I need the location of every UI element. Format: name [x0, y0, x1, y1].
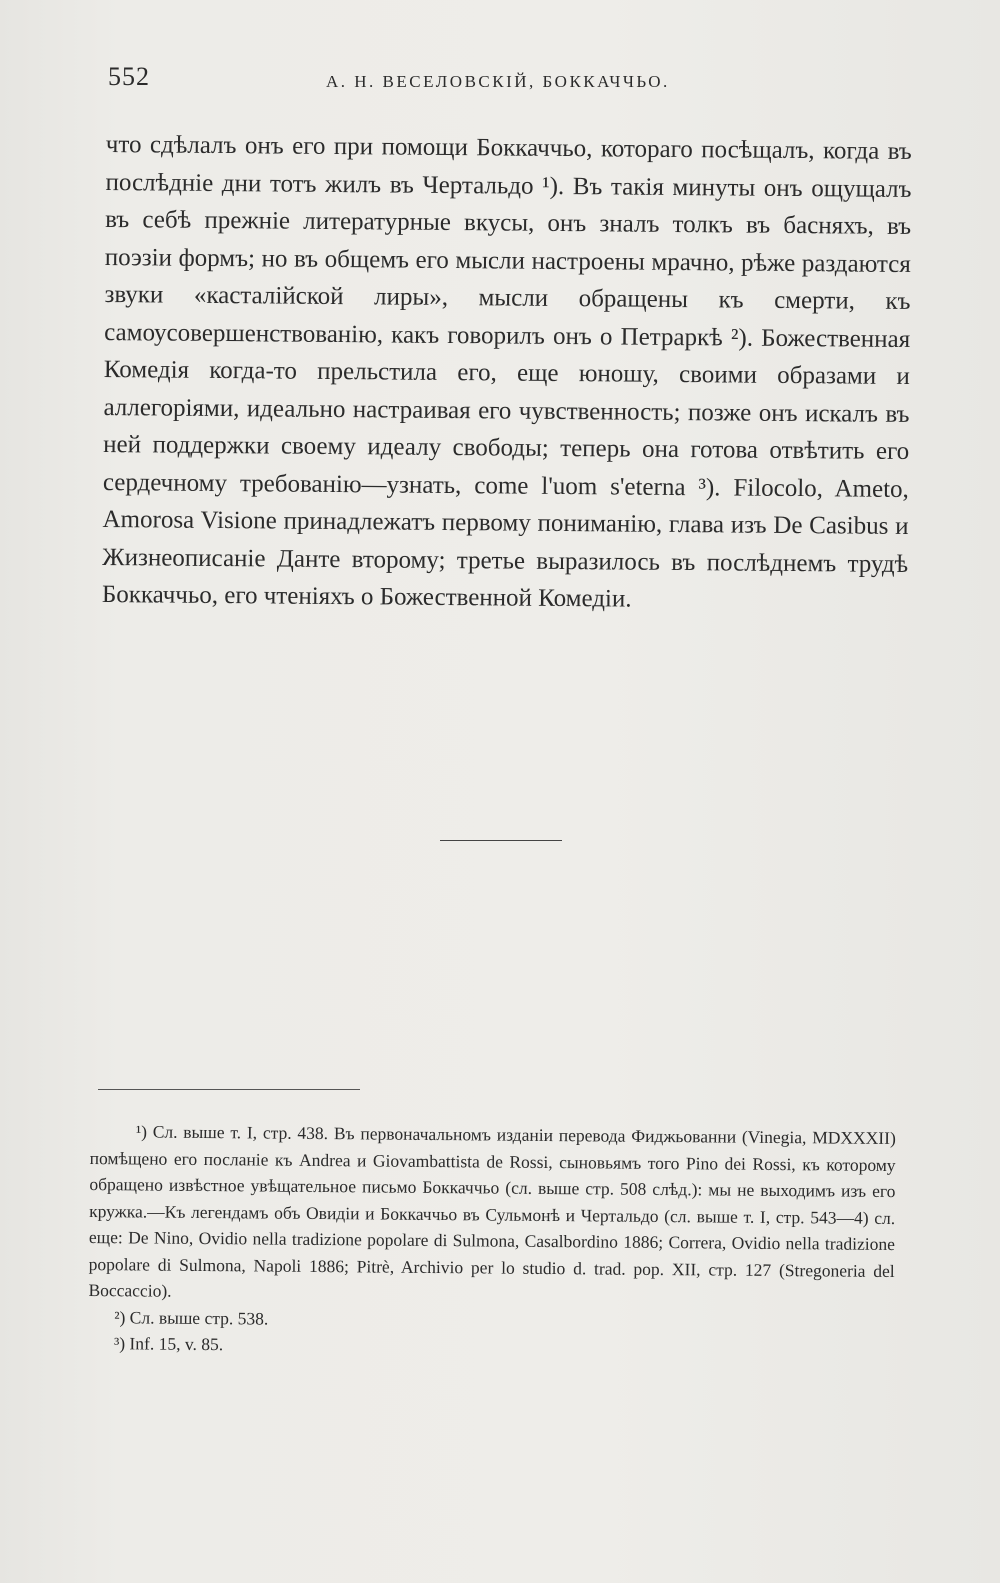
- footnote-rule: [98, 1089, 360, 1090]
- body-paragraph: что сдѣлалъ онъ его при помощи Боккаччьо, котораго посѣщалъ, когда въ послѣдніе дни тотъ жилъ въ Чертальдо ¹). Въ такія минуты онъ ощущалъ въ себѣ прежніе литературные вкусы, онъ зналъ толкъ въ басняхъ, въ поэзіи формъ; но въ общемъ его мысли настроены мрачно, рѣже раздаются звуки «касталійской лиры», мысли обращены къ смерти, къ самоусовершенствованію, какъ говорилъ онъ о Петраркѣ ²). Божественная Комедія когда-то прельстила его, еще юношу, своими образами и аллегоріями, идеально настраивая его чувственность; позже онъ искалъ въ ней поддержки своему идеалу свободы; теперь она готова отвѣтить его сердечному требованію—узнать, come l'uom s'eterna ³). Filocolo, Ameto, Amorosa Visione принадлежатъ первому пониманію, глава изъ De Casibus и Жизнеописаніе Данте второму; третье выразилось въ послѣднемъ трудѣ Боккаччьо, его чтеніяхъ о Божественной Комедіи.: [101, 130, 912, 613]
- section-divider: [440, 840, 562, 841]
- footnote-2: ²) Сл. выше стр. 538.: [114, 1306, 269, 1329]
- main-text: [102, 126, 912, 621]
- footnote-1: ¹) Сл. выше т. I, стр. 438. Въ первоначальномъ изданіи перевода Фиджьованни (Vinegia, MDXXXII) помѣщено его посланіе къ Andrea и Giovambattista de Rossi, сыновьямъ того Pino dei Rossi, къ которому обращено извѣстное увѣщательное письмо Боккаччьо (сл. выше стр. 508 слѣд.): мы не выходимъ изъ его кружка.—Къ легендамъ объ Овидіи и Боккаччьо въ Сульмонѣ и Чертальдо (сл. выше т. I, стр. 543—4) сл. еще: De Nino, Ovidio nella tradizione popolare di Sulmona, Casalbordino 1886; Correra, Ovidio nella tradizione popolare di Sulmona, Napoli 1886; Pitrè, Archivio per lo studio d. trad. pop. XII, стр. 127 (Stregoneria del Boccaccio).: [88, 1121, 896, 1301]
- footnotes: [88, 1118, 896, 1364]
- running-head-title: А. Н. ВЕСЕЛОВСКІЙ, БОККАЧЧЬО.: [326, 72, 670, 91]
- page-number: 552: [108, 62, 150, 91]
- running-head: [108, 62, 908, 102]
- footnote-3: ³) Inf. 15, v. 85.: [113, 1333, 224, 1355]
